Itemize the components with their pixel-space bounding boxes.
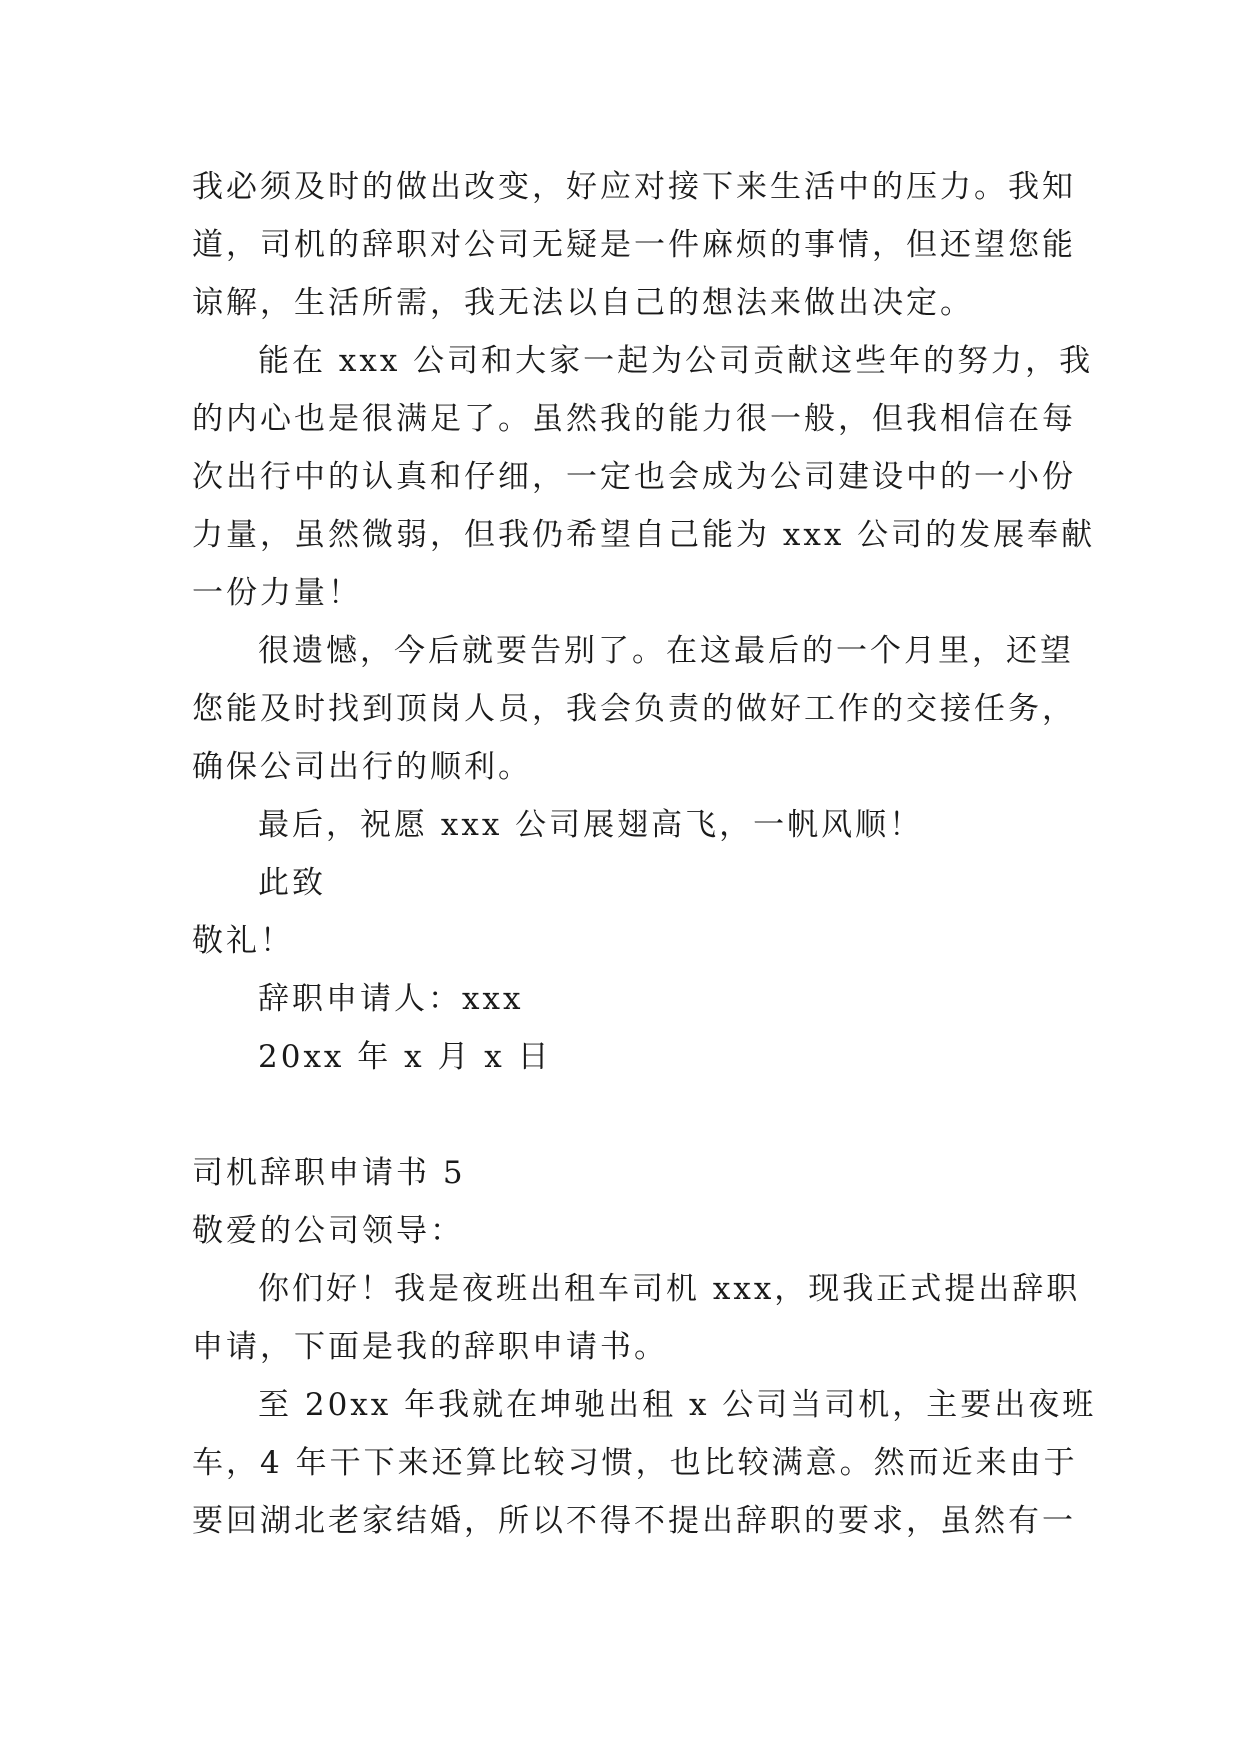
paragraph-line: 要回湖北老家结婚，所以不得不提出辞职的要求，虽然有一 [192, 1503, 1076, 1539]
section-spacer [192, 1086, 1062, 1144]
paragraph-line: 您能及时找到顶岗人员，我会负责的做好工作的交接任务， [192, 691, 1076, 727]
section-title: 司机辞职申请书 5 [192, 1155, 466, 1191]
paragraph-line: 一份力量！ [192, 575, 362, 611]
signature-name: 辞职申请人：xxx [258, 981, 524, 1017]
paragraph-line: 你们好！我是夜班出租车司机 xxx，现我正式提出辞职 [258, 1271, 1081, 1307]
paragraph-line: 我必须及时的做出改变，好应对接下来生活中的压力。我知 [192, 169, 1076, 205]
paragraph-line: 能在 xxx 公司和大家一起为公司贡献这些年的努力，我 [258, 343, 1094, 379]
paragraph-line: 的内心也是很满足了。虽然我的能力很一般，但我相信在每 [192, 401, 1076, 437]
paragraph-line: 谅解，生活所需，我无法以自己的想法来做出决定。 [192, 285, 974, 321]
paragraph-line: 确保公司出行的顺利。 [192, 749, 532, 785]
paragraph-line: 道，司机的辞职对公司无疑是一件麻烦的事情，但还望您能 [192, 227, 1076, 263]
closing-wish: 最后，祝愿 xxx 公司展翅高飞，一帆风顺！ [258, 807, 924, 843]
letter-greeting: 敬爱的公司领导： [192, 1213, 464, 1249]
paragraph-line: 车，4 年干下来还算比较习惯，也比较满意。然而近来由于 [192, 1445, 1078, 1481]
closing-regards: 敬礼！ [192, 923, 294, 959]
closing-salutation: 此致 [258, 865, 326, 901]
paragraph-line: 申请，下面是我的辞职申请书。 [192, 1329, 668, 1365]
paragraph-line: 次出行中的认真和仔细，一定也会成为公司建设中的一小份 [192, 459, 1076, 495]
signature-date: 20xx 年 x 月 x 日 [258, 1039, 552, 1075]
letter-body [192, 158, 1097, 1550]
paragraph-line: 很遗憾，今后就要告别了。在这最后的一个月里，还望 [258, 633, 1074, 669]
paragraph-line: 至 20xx 年我就在坤驰出租 x 公司当司机，主要出夜班 [258, 1387, 1097, 1423]
paragraph-line: 力量，虽然微弱，但我仍希望自己能为 xxx 公司的发展奉献 [192, 517, 1096, 553]
